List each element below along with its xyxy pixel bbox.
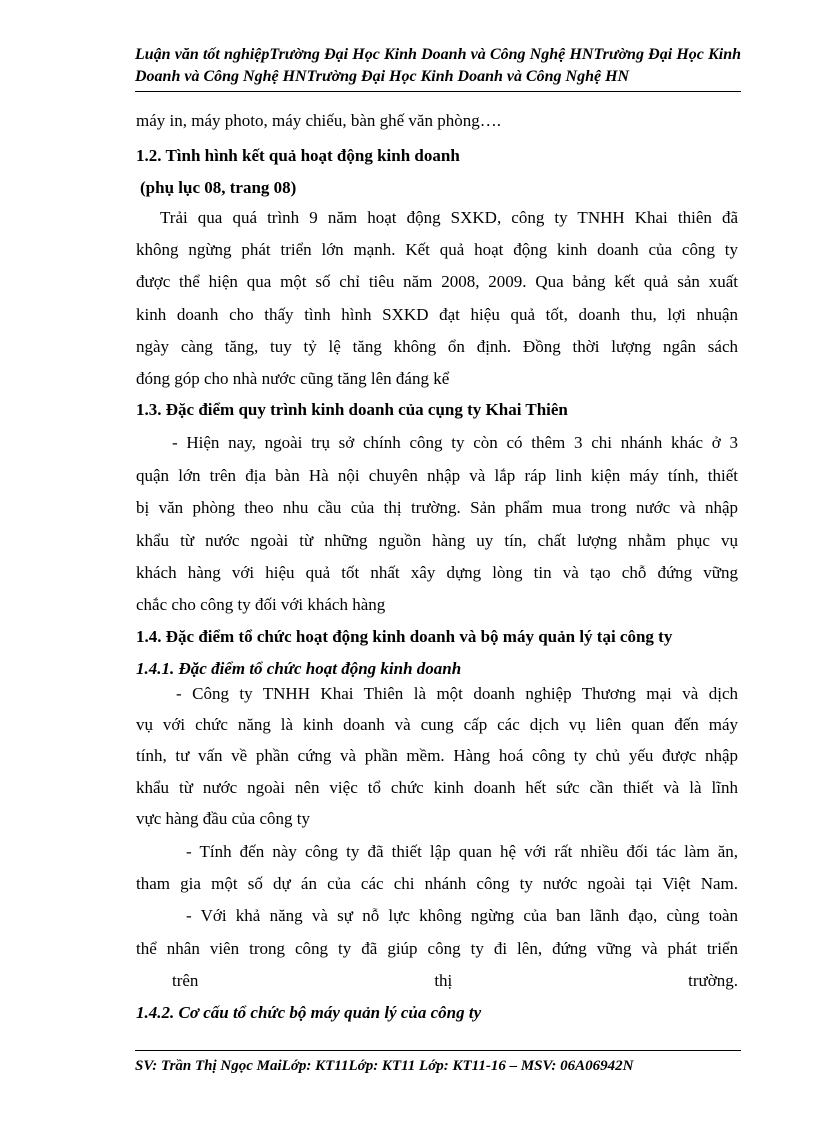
body-line: chắc cho công ty đối với khách hàng	[136, 595, 386, 614]
section-heading-1-4: 1.4. Đặc điểm tổ chức hoạt động kinh doanh và bộ máy quản lý tại công ty	[136, 627, 673, 646]
body-line: tính, tư vấn về phần cứng và phần mềm. Hàng hoá công ty chủ yếu được nhập	[136, 746, 738, 765]
body-line: khách hàng với hiệu quả tốt nhất xây dựng lòng tin và tạo chỗ đứng vững	[136, 563, 738, 582]
body-line: - Tính đến này công ty đã thiết lập quan hệ với rất nhiều đối tác làm ăn,	[186, 842, 738, 861]
body-line: kinh doanh cho thấy tình hình SXKD đạt hiệu quả tốt, doanh thu, lợi nhuận	[136, 305, 738, 324]
body-line: trên thị trường.	[172, 971, 738, 990]
body-line: tham gia một số dự án của các chi nhánh công ty nước ngoài tại Việt Nam.	[136, 874, 738, 893]
body-line: Trải qua quá trình 9 năm hoạt động SXKD, công ty TNHH Khai thiên đã	[160, 208, 738, 227]
header-rule	[135, 91, 741, 92]
body-line: đóng góp cho nhà nước cũng tăng lên đáng kể	[136, 369, 450, 388]
body-line: vụ với chức năng là kinh doanh và cung cấp các dịch vụ liên quan đến máy	[136, 715, 738, 734]
body-line: máy in, máy photo, máy chiếu, bàn ghế văn phòng….	[136, 111, 501, 130]
body-line: bị văn phòng theo nhu cầu của thị trường. Sản phẩm mua trong nước và nhập	[136, 498, 738, 517]
body-line: - Công ty TNHH Khai Thiên là một doanh nghiệp Thương mại và dịch	[176, 684, 738, 703]
page-footer: SV: Trần Thị Ngọc MaiLớp: KT11Lớp: KT11 Lớp: KT11-16 – MSV: 06A06942N	[135, 1058, 634, 1074]
body-line: thể nhân viên trong công ty đã giúp công ty đi lên, đứng vững và phát triển	[136, 939, 738, 958]
body-line: quận lớn trên địa bàn Hà nội chuyên nhập và lắp ráp linh kiện máy tính, thiết	[136, 466, 738, 485]
body-line: không ngừng phát triển lớn mạnh. Kết quả hoạt động kinh doanh của công ty	[136, 240, 738, 259]
page-header: Luận văn tốt nghiệpTrường Đại Học Kinh Doanh và Công Nghệ HNTrường Đại Học Kinh Doanh và Công Nghệ HNTrường Đại Học Kinh Doanh và Công Nghệ HN	[135, 46, 741, 85]
body-line: - Hiện nay, ngoài trụ sở chính công ty còn có thêm 3 chi nhánh khác ở 3	[172, 433, 738, 452]
section-heading-1-2-ref: (phụ lục 08, trang 08)	[140, 178, 297, 197]
section-heading-1-3: 1.3. Đặc điểm quy trình kinh doanh của cụng ty Khai Thiên	[136, 400, 568, 419]
body-line: - Với khả năng và sự nỗ lực không ngừng của ban lãnh đạo, cùng toàn	[186, 906, 738, 925]
section-heading-1-2: 1.2. Tình hình kết quả hoạt động kinh doanh	[136, 146, 460, 165]
section-heading-1-4-1: 1.4.1. Đặc điểm tổ chức hoạt động kinh doanh	[136, 659, 462, 678]
body-line: khẩu từ nước ngoài nên việc tổ chức kinh doanh hết sức cần thiết và là lĩnh	[136, 778, 738, 797]
footer-rule	[135, 1050, 741, 1051]
body-line: khẩu từ nước ngoài từ những nguồn hàng uy tín, chất lượng nhằm phục vụ	[136, 531, 738, 550]
body-line: vực hàng đầu của công ty	[136, 809, 310, 828]
body-line: được thể hiện qua một số chỉ tiêu năm 2008, 2009. Qua bảng kết quả sản xuất	[136, 272, 738, 291]
section-heading-1-4-2: 1.4.2. Cơ cấu tổ chức bộ máy quản lý của công ty	[136, 1003, 482, 1022]
body-line: ngày càng tăng, tuy tỷ lệ tăng không ổn định. Đồng thời lượng ngân sách	[136, 337, 738, 356]
